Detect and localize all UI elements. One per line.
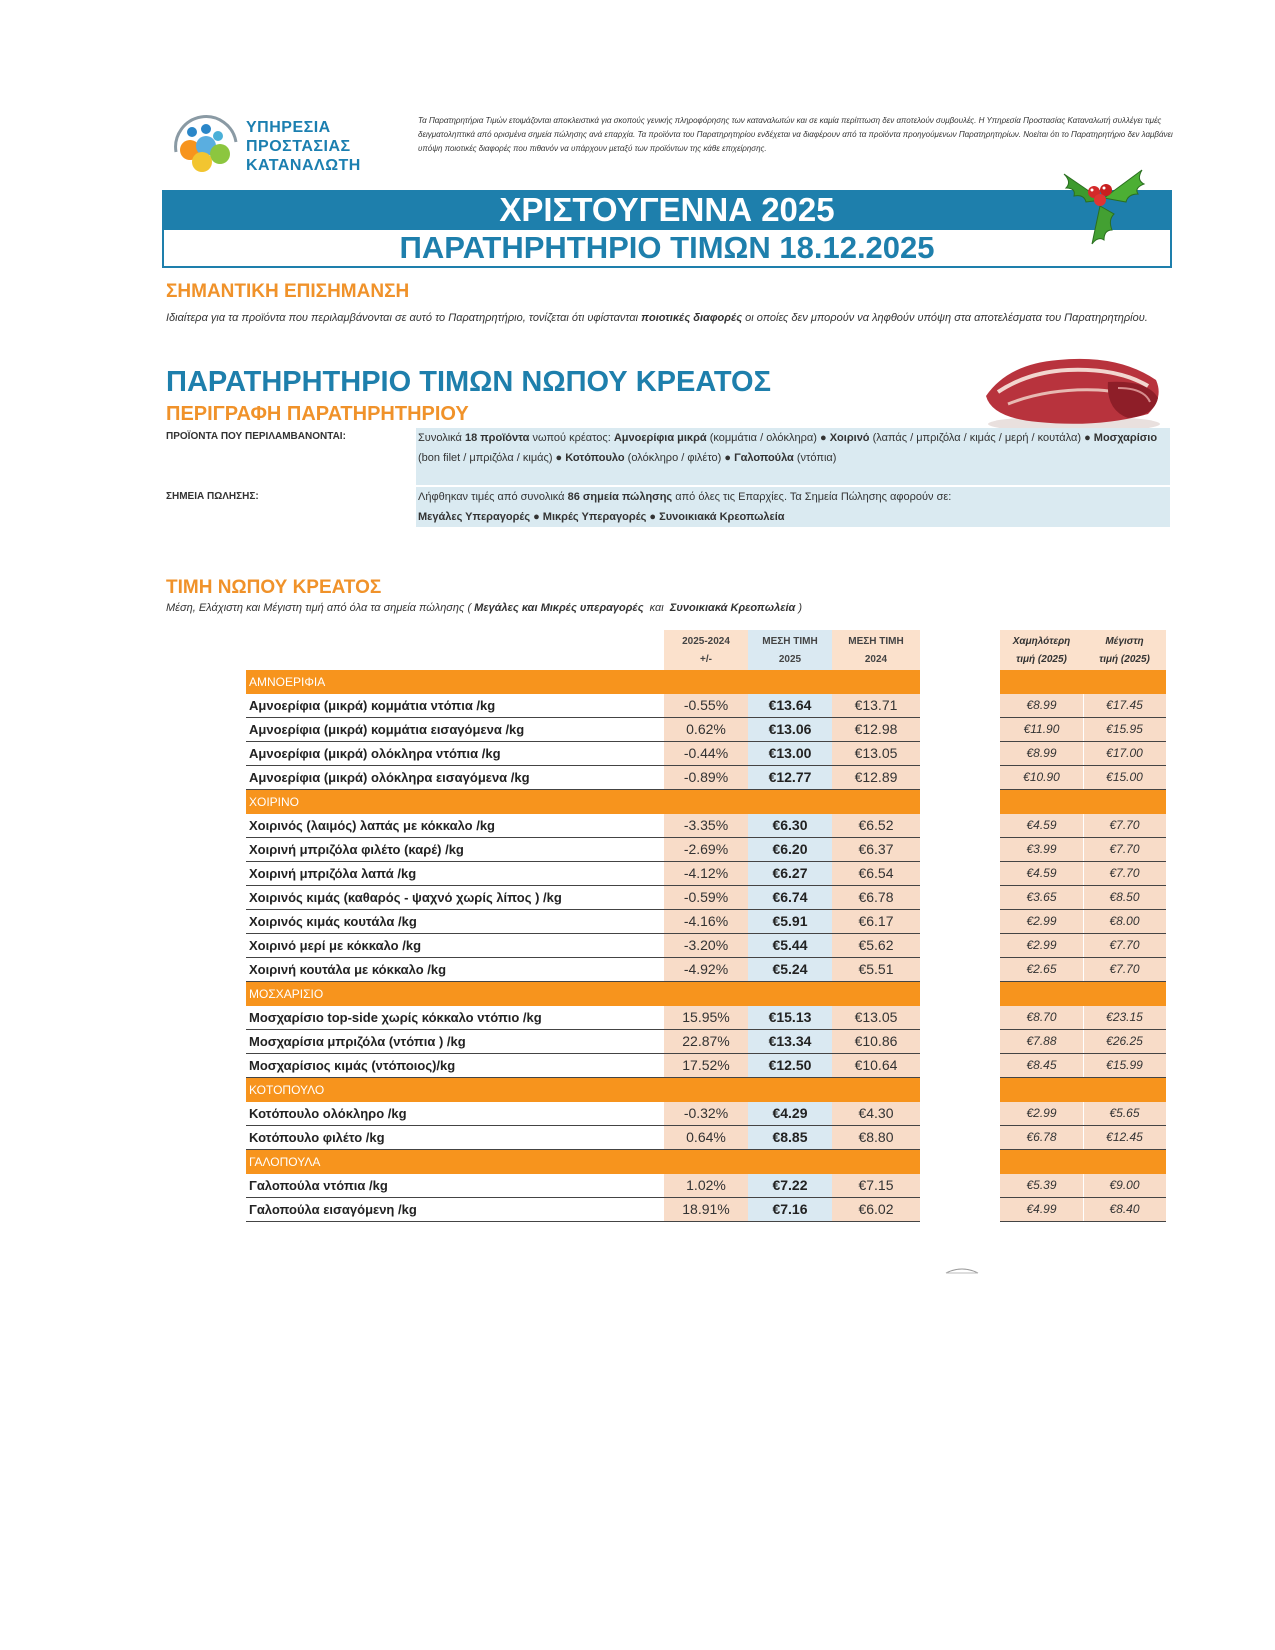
header-line: Χαμηλότερη	[1012, 636, 1071, 647]
category-row: ΑΜΝΟΕΡΙΦΙΑ	[246, 670, 920, 694]
max-price: €8.00	[1109, 914, 1140, 928]
category-row-spacer	[1000, 790, 1166, 814]
avg-price-2024: €8.80	[832, 1126, 920, 1149]
avg-price-2025: €4.29	[748, 1102, 832, 1125]
avg-price-2025: €13.34	[748, 1030, 832, 1053]
table-row	[246, 1174, 920, 1198]
change-percent: -4.12%	[664, 862, 748, 885]
avg-price-2025: €5.24	[748, 958, 832, 981]
price-sub-part: Μέση, Ελάχιστη και Μέγιστη τιμή από όλα τα σημεία πώλησης (	[166, 602, 475, 614]
table-row	[246, 934, 920, 958]
header-avg-2024	[832, 630, 920, 670]
header-line: ΜΕΣΗ ΤΙΜΗ	[848, 636, 904, 647]
description-text: Συνολικά	[418, 432, 465, 444]
table-row	[246, 766, 920, 790]
change-percent: -2.69%	[664, 838, 748, 861]
avg-price-2024: €4.30	[832, 1102, 920, 1125]
max-price: €9.00	[1109, 1178, 1140, 1192]
change-percent: 0.62%	[664, 718, 748, 741]
table-row	[246, 1198, 920, 1222]
min-max-row	[1000, 910, 1166, 934]
avg-price-2024: €13.05	[832, 1006, 920, 1029]
product-name: Μοσχαρίσια μπριζόλα (ντόπια ) /kg	[249, 1034, 466, 1049]
min-max-row	[1000, 742, 1166, 766]
price-subtitle	[166, 602, 802, 614]
min-price: €10.90	[1023, 770, 1060, 784]
min-max-table	[1000, 630, 1166, 1222]
category-row-spacer	[1000, 982, 1166, 1006]
change-percent: 1.02%	[664, 1174, 748, 1197]
min-price: €8.45	[1026, 1058, 1057, 1072]
notice-text	[166, 309, 1166, 327]
change-percent: 17.52%	[664, 1054, 748, 1077]
min-max-row	[1000, 1054, 1166, 1078]
table-row	[246, 1054, 920, 1078]
avg-price-2025: €12.50	[748, 1054, 832, 1077]
price-sub-bold: Συνοικιακά Κρεοπωλεία	[669, 602, 796, 614]
min-max-row	[1000, 934, 1166, 958]
min-price: €2.99	[1026, 914, 1057, 928]
notice-text-part: Ιδιαίτερα για τα προϊόντα που περιλαμβάνονται σε αυτό το Παρατηρητήριο, τονίζεται ότι υφίστανται	[166, 312, 642, 324]
price-table	[246, 630, 920, 1222]
change-percent: -4.16%	[664, 910, 748, 933]
min-price: €6.78	[1026, 1130, 1057, 1144]
min-price: €2.65	[1026, 962, 1057, 976]
description-text: από όλες τις Επαρχίες. Τα Σημεία Πώλησης αφορούν σε:	[672, 491, 952, 503]
min-price: €11.90	[1023, 722, 1060, 736]
header-line: 2025	[778, 654, 802, 665]
description-text: (λαπάς / μπριζόλα / κιμάς / μερή / κουτάλα) ●	[869, 432, 1094, 444]
avg-price-2024: €5.51	[832, 958, 920, 981]
avg-price-2025: €7.16	[748, 1198, 832, 1221]
description-bold-text: 86 σημεία πώλησης	[567, 491, 673, 503]
max-price: €17.45	[1106, 698, 1143, 712]
avg-price-2025: €15.13	[748, 1006, 832, 1029]
min-max-row	[1000, 838, 1166, 862]
change-percent: -4.92%	[664, 958, 748, 981]
table-header	[246, 630, 920, 670]
min-price: €8.99	[1026, 746, 1057, 760]
price-title: ΤΙΜΗ ΝΩΠΟΥ ΚΡΕΑΤΟΣ	[166, 577, 382, 598]
category-row-spacer	[1000, 670, 1166, 694]
min-max-row	[1000, 958, 1166, 982]
avg-price-2025: €12.77	[748, 766, 832, 789]
header-line: Μέγιστη	[1105, 636, 1144, 647]
product-name: Μοσχαρίσιος κιμάς (ντόποιος)/kg	[249, 1058, 456, 1073]
min-max-row	[1000, 1174, 1166, 1198]
header-min	[1000, 633, 1083, 669]
avg-price-2025: €7.22	[748, 1174, 832, 1197]
min-max-row	[1000, 1006, 1166, 1030]
min-max-row	[1000, 718, 1166, 742]
avg-price-2024: €6.17	[832, 910, 920, 933]
table-row	[246, 838, 920, 862]
change-percent: -0.55%	[664, 694, 748, 717]
table-row	[246, 814, 920, 838]
description-bold-text: 18 προϊόντα	[464, 432, 530, 444]
logo-line: ΥΠΗΡΕΣΙΑ	[246, 119, 331, 136]
product-name: Αμνοερίφια (μικρά) ολόκληρα εισαγόμενα /kg	[249, 770, 530, 785]
products-description	[416, 428, 1170, 485]
description-text: (κομμάτια / ολόκληρα) ●	[706, 432, 830, 444]
table-row	[246, 910, 920, 934]
avg-price-2024: €6.02	[832, 1198, 920, 1221]
avg-price-2024: €10.64	[832, 1054, 920, 1077]
min-price: €8.70	[1026, 1010, 1057, 1024]
product-name: Γαλοπούλα ντόπια /kg	[249, 1178, 388, 1193]
avg-price-2025: €13.06	[748, 718, 832, 741]
avg-price-2025: €5.44	[748, 934, 832, 957]
min-price: €4.99	[1026, 1202, 1057, 1216]
description-text: (ολόκληρο / φιλέτο) ●	[624, 452, 735, 464]
product-name: Κοτόπουλο φιλέτο /kg	[249, 1130, 385, 1145]
header-line: ΜΕΣΗ ΤΙΜΗ	[762, 636, 818, 647]
logo-line: ΚΑΤΑΝΑΛΩΤΗ	[246, 157, 361, 174]
min-max-row	[1000, 814, 1166, 838]
description-bold-text: Μοσχαρίσιο	[1093, 432, 1158, 444]
avg-price-2025: €8.85	[748, 1126, 832, 1149]
category-row: ΓΑΛΟΠΟΥΛΑ	[246, 1150, 920, 1174]
product-name: Χοιρινός κιμάς κουτάλα /kg	[249, 914, 417, 929]
description-bold-text: Κοτόπουλο	[565, 452, 625, 464]
header-max	[1083, 633, 1166, 669]
avg-price-2024: €7.15	[832, 1174, 920, 1197]
header-pct	[664, 630, 748, 670]
notice-text-bold: ποιοτικές διαφορές	[641, 312, 743, 324]
max-price: €7.70	[1109, 962, 1140, 976]
observatory-title: ΠΑΡΑΤΗΡΗΤΗΡΙΟ ΤΙΜΩΝ ΝΩΠΟΥ ΚΡΕΑΤΟΣ	[166, 366, 772, 398]
product-name: Χοιρινή μπριζόλα φιλέτο (καρέ) /kg	[249, 842, 464, 857]
product-name: Κοτόπουλο ολόκληρο /kg	[249, 1106, 407, 1121]
description-text: νωπού κρέατος:	[529, 432, 614, 444]
product-name: Αμνοερίφια (μικρά) ολόκληρα ντόπια /kg	[249, 746, 501, 761]
min-max-row	[1000, 766, 1166, 790]
category-row-spacer	[1000, 1078, 1166, 1102]
change-percent: -0.59%	[664, 886, 748, 909]
avg-price-2024: €13.05	[832, 742, 920, 765]
table-row	[246, 742, 920, 766]
product-name: Χοιρινός (λαιμός) λαπάς με κόκκαλο /kg	[249, 818, 495, 833]
avg-price-2025: €6.27	[748, 862, 832, 885]
price-sub-part: )	[795, 602, 803, 614]
change-percent: 15.95%	[664, 1006, 748, 1029]
max-price: €7.70	[1109, 938, 1140, 952]
holly-icon	[1052, 160, 1152, 250]
max-price: €7.70	[1109, 818, 1140, 832]
avg-price-2025: €6.20	[748, 838, 832, 861]
category-row-spacer	[1000, 1150, 1166, 1174]
max-price: €15.95	[1106, 722, 1143, 736]
min-price: €4.59	[1026, 818, 1057, 832]
points-label: ΣΗΜΕΙΑ ΠΩΛΗΣΗΣ:	[166, 491, 259, 502]
avg-price-2024: €6.52	[832, 814, 920, 837]
product-name: Χοιρινή μπριζόλα λαπά /kg	[249, 866, 417, 881]
product-name: Χοιρινό μερί με κόκκαλο /kg	[249, 938, 422, 953]
change-percent: 18.91%	[664, 1198, 748, 1221]
avg-price-2024: €6.37	[832, 838, 920, 861]
product-name: Χοιρινή κουτάλα με κόκκαλο /kg	[249, 962, 447, 977]
min-max-row	[1000, 886, 1166, 910]
change-percent: -0.44%	[664, 742, 748, 765]
min-max-header	[1000, 630, 1166, 670]
table-row	[246, 1006, 920, 1030]
avg-price-2025: €13.64	[748, 694, 832, 717]
max-price: €15.99	[1106, 1058, 1143, 1072]
change-percent: -0.32%	[664, 1102, 748, 1125]
min-price: €3.99	[1026, 842, 1057, 856]
page-title: ΧΡΙΣΤΟΥΓΕΝΝΑ 2025	[162, 190, 1172, 230]
price-sub-part: και	[643, 602, 670, 614]
points-description	[416, 487, 1170, 527]
product-name: Αμνοερίφια (μικρά) κομμάτια εισαγόμενα /kg	[249, 722, 525, 737]
category-row: ΚΟΤΟΠΟΥΛΟ	[246, 1078, 920, 1102]
products-label: ΠΡΟΪΟΝΤΑ ΠΟΥ ΠΕΡΙΛΑΜΒΑΝΟΝΤΑΙ:	[166, 431, 346, 442]
small-stamp-icon	[944, 1262, 980, 1272]
min-max-row	[1000, 862, 1166, 886]
min-max-row	[1000, 1030, 1166, 1054]
avg-price-2024: €6.54	[832, 862, 920, 885]
change-percent: -3.35%	[664, 814, 748, 837]
max-price: €8.50	[1109, 890, 1140, 904]
min-price: €2.99	[1026, 938, 1057, 952]
product-name: Γαλοπούλα εισαγόμενη /kg	[249, 1202, 417, 1217]
description-text: Λήφθηκαν τιμές από συνολικά	[418, 491, 568, 503]
logo-line: ΠΡΟΣΤΑΣΙΑΣ	[246, 138, 351, 155]
min-max-row	[1000, 1102, 1166, 1126]
avg-price-2024: €12.89	[832, 766, 920, 789]
max-price: €8.40	[1109, 1202, 1140, 1216]
table-row	[246, 718, 920, 742]
header-line: 2025-2024	[682, 636, 730, 647]
description-text: (ντόπια)	[793, 452, 837, 464]
max-price: €26.25	[1106, 1034, 1143, 1048]
product-name: Χοιρινός κιμάς (καθαρός - ψαχνό χωρίς λίπος ) /kg	[249, 890, 562, 905]
header-line: +/-	[700, 654, 712, 665]
min-price: €7.88	[1026, 1034, 1057, 1048]
price-sub-bold: Μεγάλες και Μικρές υπεραγορές	[474, 602, 644, 614]
avg-price-2024: €5.62	[832, 934, 920, 957]
change-percent: -3.20%	[664, 934, 748, 957]
min-price: €5.39	[1026, 1178, 1057, 1192]
table-row	[246, 1102, 920, 1126]
header-line: 2024	[864, 654, 888, 665]
change-percent: 0.64%	[664, 1126, 748, 1149]
table-row	[246, 1126, 920, 1150]
max-price: €5.65	[1109, 1106, 1140, 1120]
notice-text-part: οι οποίες δεν μπορούν να ληφθούν υπόψη στα αποτελέσματα του Παρατηρητηρίου.	[742, 312, 1148, 324]
max-price: €12.45	[1106, 1130, 1143, 1144]
category-row: ΧΟΙΡΙΝΟ	[246, 790, 920, 814]
header-line: τιμή (2025)	[1016, 654, 1067, 665]
max-price: €17.00	[1106, 746, 1143, 760]
consumer-protection-logo	[170, 112, 370, 182]
table-row	[246, 886, 920, 910]
max-price: €7.70	[1109, 866, 1140, 880]
min-max-row	[1000, 1198, 1166, 1222]
table-row	[246, 862, 920, 886]
avg-price-2025: €13.00	[748, 742, 832, 765]
description-bold-text: Γαλοπούλα	[734, 452, 794, 464]
max-price: €15.00	[1106, 770, 1143, 784]
avg-price-2025: €6.30	[748, 814, 832, 837]
header-line: τιμή (2025)	[1099, 654, 1150, 665]
logo-icon	[170, 112, 242, 182]
description-bold-text: Αμνοερίφια μικρά	[613, 432, 707, 444]
table-row	[246, 694, 920, 718]
category-row: ΜΟΣΧΑΡΙΣΙΟ	[246, 982, 920, 1006]
min-max-row	[1000, 1126, 1166, 1150]
min-price: €8.99	[1026, 698, 1057, 712]
notice-title: ΣΗΜΑΝΤΙΚΗ ΕΠΙΣΗΜΑΝΣΗ	[166, 281, 410, 302]
product-name: Αμνοερίφια (μικρά) κομμάτια ντόπια /kg	[249, 698, 496, 713]
header-avg-2025	[748, 630, 832, 670]
meat-image	[978, 352, 1168, 434]
table-row	[246, 958, 920, 982]
min-price: €3.65	[1026, 890, 1057, 904]
points-line2: Μεγάλες Υπεραγορές ● Μικρές Υπεραγορές ● Συνοικιακά Κρεοπωλεία	[418, 511, 785, 523]
change-percent: -0.89%	[664, 766, 748, 789]
disclaimer-text: Τα Παρατηρητήρια Τιμών ετοιμάζονται αποκλειστικά για σκοπούς γενικής πληροφόρησης των καταναλωτών και σε καμία περίπτωση δεν αποτελούν συμβουλές. Η Υπηρεσία Προστασίας Καταναλωτή συλλέγει τιμές δειγματοληπτικά από ορισμένα σημεία πώλησης ανά επαρχία. Τα προϊόντα του Παρατηρητηρίου ενδέχεται να διαφέρουν από τα προϊόντα προηγούμενων Παρατηρητηρίων. Νοείται ότι το Παρατηρητήριο δεν λαμβάνει υπόψη ποιοτικές διαφορές που πιθανόν να υπάρχουν μεταξύ των προϊόντων της κάθε επιχείρησης.	[418, 116, 1173, 153]
avg-price-2025: €5.91	[748, 910, 832, 933]
avg-price-2024: €10.86	[832, 1030, 920, 1053]
min-price: €2.99	[1026, 1106, 1057, 1120]
change-percent: 22.87%	[664, 1030, 748, 1053]
max-price: €7.70	[1109, 842, 1140, 856]
description-text: (bon filet / μπριζόλα / κιμάς) ●	[418, 452, 566, 464]
max-price: €23.15	[1106, 1010, 1143, 1024]
description-title: ΠΕΡΙΓΡΑΦΗ ΠΑΡΑΤΗΡΗΤΗΡΙΟΥ	[166, 403, 469, 425]
avg-price-2025: €6.74	[748, 886, 832, 909]
product-name: Μοσχαρίσιο top-side χωρίς κόκκαλο ντόπιο /kg	[249, 1010, 542, 1025]
avg-price-2024: €6.78	[832, 886, 920, 909]
table-row	[246, 1030, 920, 1054]
description-bold-text: Χοιρινό	[829, 432, 870, 444]
page-subtitle: ΠΑΡΑΤΗΡΗΤΗΡΙΟ ΤΙΜΩΝ 18.12.2025	[162, 230, 1172, 268]
min-price: €4.59	[1026, 866, 1057, 880]
min-max-row	[1000, 694, 1166, 718]
avg-price-2024: €12.98	[832, 718, 920, 741]
avg-price-2024: €13.71	[832, 694, 920, 717]
